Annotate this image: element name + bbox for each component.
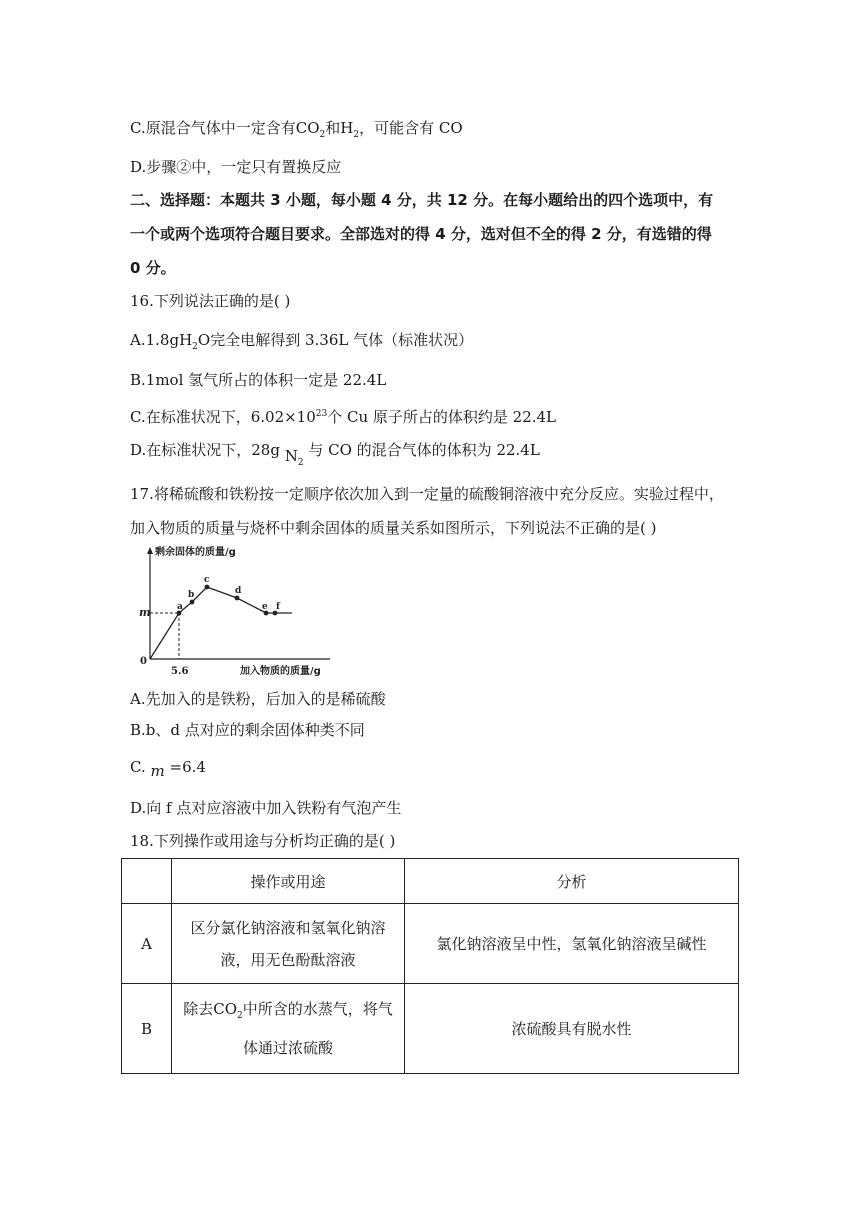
point-label-a: a xyxy=(177,602,183,612)
table-row xyxy=(122,904,739,984)
table-cell: 氯化钠溶液呈中性，氢氧化钠溶液呈碱性 xyxy=(405,904,739,984)
y-axis-label: 剩余固体的质量/g xyxy=(155,547,236,558)
point-d xyxy=(235,596,240,601)
table-header-row xyxy=(122,859,739,904)
q15-option-c: C.原混合气体中一定含有$CO_2$和$H_2$，可能含有 CO xyxy=(130,119,463,140)
q17-option-a: A.先加入的是铁粉，后加入的是稀硫酸 xyxy=(130,690,386,708)
table-cell: A xyxy=(122,904,172,984)
mass-curve xyxy=(150,587,275,659)
mass-chart xyxy=(130,543,340,680)
point-b xyxy=(190,600,195,605)
q16-option-c: C.在标准状况下，$6.02\times 10^{23}$个 Cu 原子所占的体积约是 22.4L xyxy=(130,408,557,426)
section2-line3: 0 分。 xyxy=(130,259,176,277)
q18-table xyxy=(121,858,739,1074)
q16-option-b: B.1mol 氢气所占的体积一定是 22.4L xyxy=(130,371,387,389)
y-tick-label: m xyxy=(139,606,151,619)
q16-stem: 16.下列说法正确的是( ) xyxy=(130,292,291,310)
point-c xyxy=(205,585,210,590)
table-header-cell: 分析 xyxy=(405,859,739,904)
y-axis-arrow xyxy=(147,547,153,554)
q15-option-d: D.步骤②中，一定只有置换反应 xyxy=(130,158,342,176)
point-label-b: b xyxy=(188,590,195,600)
table-header-cell: 操作或用途 xyxy=(172,859,405,904)
table-header-cell xyxy=(122,859,172,904)
x-tick-label: 5.6 xyxy=(171,666,189,677)
q16-option-d: D.在标准状况下，28g $N_2$ 与 CO 的混合气体的体积为 22.4L xyxy=(130,441,540,468)
table-cell: 除去$CO_2$中所含的水蒸气，将气体通过浓硫酸 xyxy=(172,984,405,1074)
table-cell: 区分氯化钠溶液和氢氧化钠溶液，用无色酚酞溶液 xyxy=(172,904,405,984)
m-variable: m xyxy=(150,762,165,780)
q18-stem: 18.下列操作或用途与分析均正确的是( ) xyxy=(130,832,396,850)
q16-option-a: $A.1.8gH_2O$完全电解得到 3.36L 气体（标准状况） xyxy=(130,331,474,352)
q17-option-c: C. m =6.4 xyxy=(130,758,206,780)
point-label-c: c xyxy=(204,575,210,585)
q17-stem-line2: 加入物质的质量与烧杯中剩余固体的质量关系如图所示，下列说法不正确的是( ) xyxy=(130,519,657,537)
table-row xyxy=(122,984,739,1074)
section2-line2: 一个或两个选项符合题目要求。全部选对的得 4 分，选对但不全的得 2 分，有选错的得 xyxy=(130,225,712,243)
origin-label: 0 xyxy=(140,656,147,667)
point-label-f: f xyxy=(276,602,280,612)
table-cell: B xyxy=(122,984,172,1074)
point-label-d: d xyxy=(235,586,242,596)
x-axis-label: 加入物质的质量/g xyxy=(240,666,321,677)
point-label-e: e xyxy=(262,602,268,612)
q17-option-d: D.向 f 点对应溶液中加入铁粉有气泡产生 xyxy=(130,799,402,817)
table-cell: 浓硫酸具有脱水性 xyxy=(405,984,739,1074)
q17-option-b: B.b、d 点对应的剩余固体种类不同 xyxy=(130,721,365,739)
curve-layer xyxy=(150,575,292,659)
q17-stem-line1: 17.将稀硫酸和铁粉按一定顺序依次加入到一定量的硫酸铜溶液中充分反应。实验过程中， xyxy=(130,485,724,503)
section2-line1: 二、选择题：本题共 3 小题，每小题 4 分，共 12 分。在每小题给出的四个选项中，有 xyxy=(130,191,714,209)
